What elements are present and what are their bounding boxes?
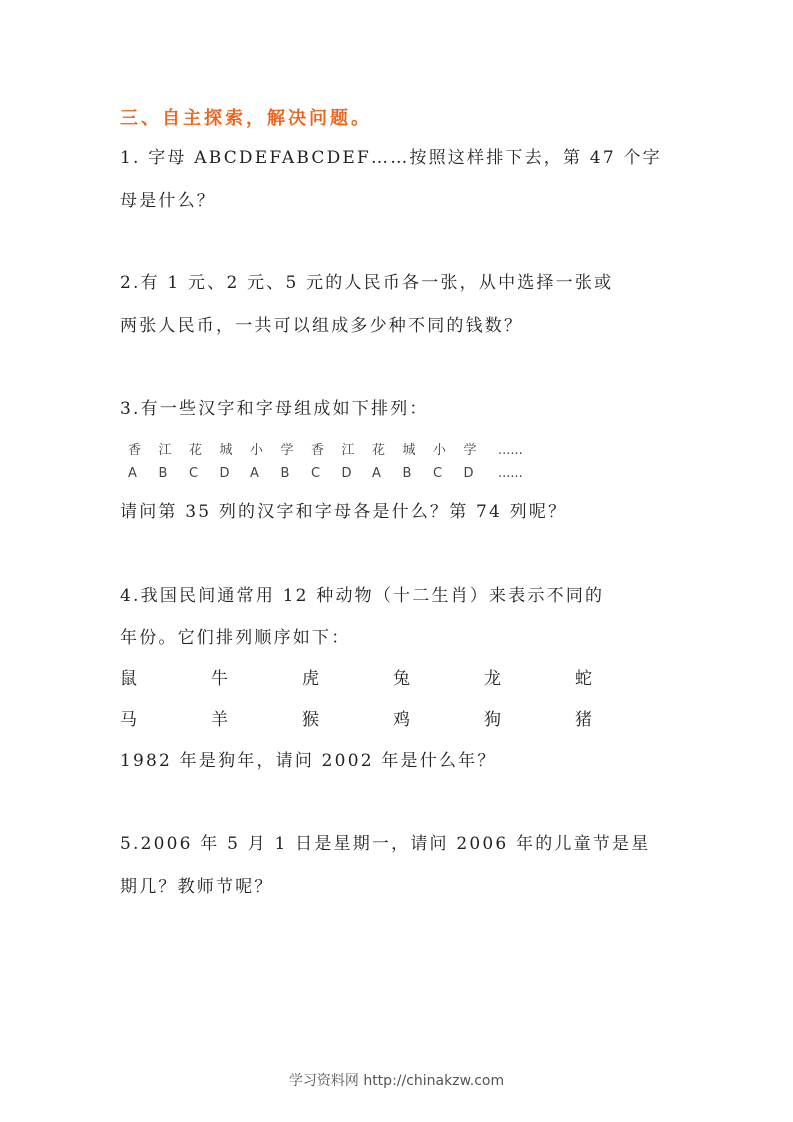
section-title: 三、自主探索，解决问题。 xyxy=(120,108,372,129)
question-4-followup: 1982 年是狗年，请问 2002 年是什么年？ xyxy=(120,751,497,771)
letter-cell: A xyxy=(250,466,259,481)
question-5-line-2: 期几？教师节呢？ xyxy=(120,877,274,897)
hanzi-cell: 学 xyxy=(280,443,294,458)
hanzi-cell: 江 xyxy=(341,443,355,458)
hanzi-cell: 城 xyxy=(219,443,233,458)
hanzi-cell: 小 xyxy=(250,443,264,458)
hanzi-sequence-row xyxy=(128,439,523,458)
hanzi-cell: 学 xyxy=(463,443,477,458)
zodiac-animal: 牛 xyxy=(211,669,228,689)
letter-cell: A xyxy=(128,466,137,481)
question-3-line-1: 3.有一些汉字和字母组成如下排列： xyxy=(120,399,429,419)
letter-cell: C xyxy=(433,466,443,481)
question-1-line-1: 1. 字母 ABCDEFABCDEF……按照这样排下去，第 47 个字 xyxy=(120,148,662,168)
letter-cell: D xyxy=(219,466,230,481)
question-1-line-2: 母是什么？ xyxy=(120,191,216,211)
zodiac-animal: 羊 xyxy=(211,710,228,730)
zodiac-animal: 鼠 xyxy=(120,669,137,689)
zodiac-animal: 猪 xyxy=(575,710,592,730)
question-4-line-1: 4.我国民间通常用 12 种动物（十二生肖）来表示不同的 xyxy=(120,586,605,606)
letter-sequence-row xyxy=(128,466,523,481)
letter-cell: D xyxy=(341,466,352,481)
letter-cell: B xyxy=(280,466,290,481)
hanzi-cell: 香 xyxy=(311,443,325,458)
hanzi-cell: 花 xyxy=(372,443,386,458)
question-2-line-2: 两张人民币，一共可以组成多少种不同的钱数？ xyxy=(120,316,524,336)
letter-cell: B xyxy=(158,466,168,481)
question-4-line-2: 年份。它们排列顺序如下： xyxy=(120,628,351,648)
zodiac-row-1 xyxy=(120,667,666,691)
hanzi-cell: 小 xyxy=(433,443,447,458)
zodiac-animal: 兔 xyxy=(393,669,410,689)
letter-ellipsis: ...... xyxy=(498,466,523,481)
zodiac-row-2 xyxy=(120,708,666,732)
hanzi-cell: 城 xyxy=(402,443,416,458)
letter-cell: B xyxy=(402,466,412,481)
hanzi-cell: 香 xyxy=(128,443,142,458)
question-3-followup: 请问第 35 列的汉字和字母各是什么？第 74 列呢？ xyxy=(120,502,568,522)
letter-cell: A xyxy=(372,466,381,481)
letter-cell: C xyxy=(189,466,199,481)
zodiac-animal: 鸡 xyxy=(393,710,410,730)
zodiac-animal: 蛇 xyxy=(575,669,592,689)
hanzi-cell: 江 xyxy=(158,443,172,458)
zodiac-animal: 虎 xyxy=(302,669,319,689)
zodiac-animal: 龙 xyxy=(484,669,501,689)
footer-source: 学习资料网 http://chinakzw.com xyxy=(288,1073,505,1089)
zodiac-animal: 猴 xyxy=(302,710,319,730)
zodiac-animal: 狗 xyxy=(484,710,501,730)
zodiac-animal: 马 xyxy=(120,710,137,730)
question-5-line-1: 5.2006 年 5 月 1 日是星期一，请问 2006 年的儿童节是星 xyxy=(120,834,651,854)
hanzi-ellipsis: ...... xyxy=(498,443,523,458)
letter-cell: D xyxy=(463,466,474,481)
letter-cell: C xyxy=(311,466,321,481)
hanzi-cell: 花 xyxy=(189,443,203,458)
question-2-line-1: 2.有 1 元、2 元、5 元的人民币各一张，从中选择一张或 xyxy=(120,273,614,293)
